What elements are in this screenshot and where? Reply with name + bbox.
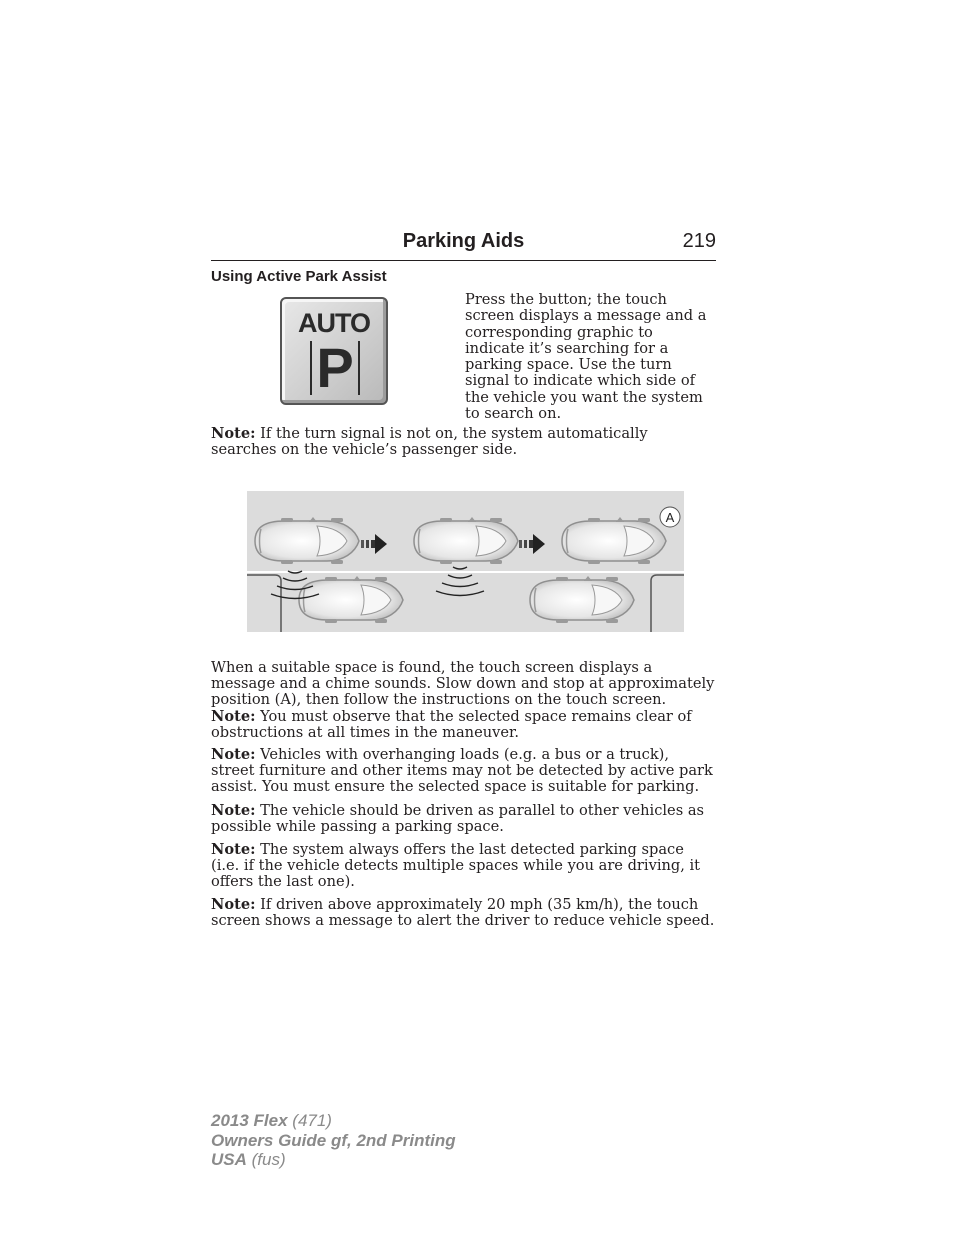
auto-park-button-icon bbox=[280, 297, 388, 405]
note-last-space bbox=[211, 842, 716, 890]
auto-label: AUTO bbox=[297, 308, 370, 338]
note-label: Note: bbox=[211, 841, 256, 858]
note-text: You must observe that the selected space remains clear of obstructions at all times in the maneuver. bbox=[211, 708, 692, 742]
parking-p-letter: P bbox=[316, 336, 354, 399]
footer-market-line: USA (fus) bbox=[211, 1150, 286, 1169]
section-title: Using Active Park Assist bbox=[211, 268, 387, 285]
page-header bbox=[211, 228, 716, 261]
body-paragraph: When a suitable space is found, the touch screen displays a message and a chime sounds. Slow down and stop at approximately position (A), then follow the instructions on the touch screen. bbox=[211, 659, 715, 709]
note-label: Note: bbox=[211, 746, 256, 763]
page-number: 219 bbox=[682, 230, 716, 252]
note-obstructions bbox=[211, 709, 716, 741]
note-turn-signal bbox=[211, 426, 716, 458]
note-label: Note: bbox=[211, 708, 256, 725]
note-speed-limit bbox=[211, 897, 716, 929]
note-text: The system always offers the last detected parking space (i.e. if the vehicle detects multiple spaces while you are driving, it offers the last one). bbox=[211, 841, 701, 891]
footer-guide-line: Owners Guide gf, 2nd Printing bbox=[211, 1130, 456, 1150]
note-text: If driven above approximately 20 mph (35 km/h), the touch screen shows a message to alert the driver to reduce vehicle speed. bbox=[211, 896, 715, 930]
note-text: If the turn signal is not on, the system automatically searches on the vehicle’s passenger side. bbox=[211, 425, 648, 459]
parking-search-illustration bbox=[247, 491, 684, 632]
note-drive-parallel bbox=[211, 803, 716, 835]
callout-a-label: A bbox=[665, 510, 675, 525]
note-overhanging-loads bbox=[211, 747, 716, 795]
parking-diagram bbox=[247, 491, 684, 632]
intro-paragraph: Press the button; the touch screen displays a message and a corresponding graphic to indicate it’s searching for a parking space. Use the turn signal to indicate which side of the vehicle you want the system to search on. bbox=[465, 291, 707, 423]
note-label: Note: bbox=[211, 896, 256, 913]
note-label: Note: bbox=[211, 425, 256, 442]
page-title: Parking Aids bbox=[402, 230, 525, 252]
page-footer bbox=[211, 1111, 456, 1170]
note-label: Note: bbox=[211, 802, 256, 819]
note-text: The vehicle should be driven as parallel to other vehicles as possible while passing a parking space. bbox=[211, 802, 705, 836]
footer-model-line: 2013 Flex (471) bbox=[211, 1111, 332, 1130]
note-text: Vehicles with overhanging loads (e.g. a bus or a truck), street furniture and other items may not be detected by active park assist. You must ensure the selected space is suitable for parking. bbox=[211, 746, 713, 796]
parking-p-frame bbox=[310, 336, 360, 399]
